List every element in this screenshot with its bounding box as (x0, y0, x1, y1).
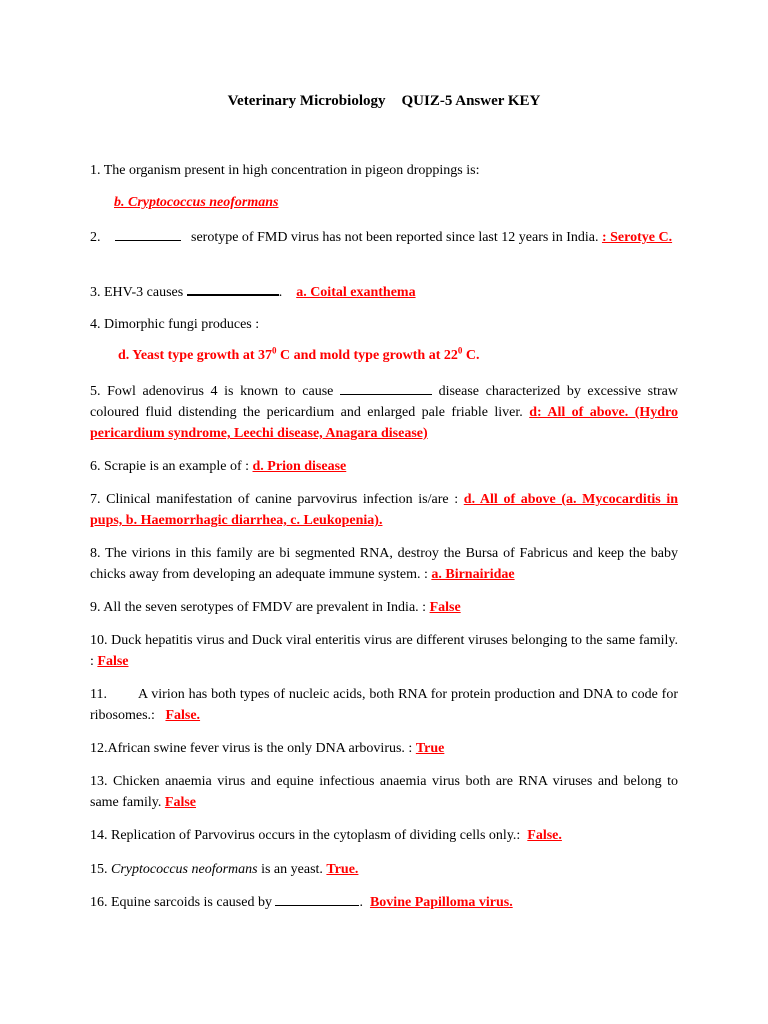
answer-3: a. Coital exanthema (296, 285, 416, 300)
question-11-text: A virion has both types of nucleic acids, both RNA for protein production and DNA to code for ribosomes.: (90, 687, 678, 723)
answer-8: a. Birnairidae (431, 567, 515, 582)
title-course: Veterinary Microbiology (227, 93, 386, 109)
blank-line (275, 893, 359, 906)
answer-2: : Serotye C. (601, 230, 673, 245)
blank-line (115, 228, 181, 241)
question-14-text: 14. Replication of Parvovirus occurs in the cytoplasm of dividing cells only.: (90, 828, 521, 843)
question-6 (90, 456, 678, 477)
question-4 (90, 314, 678, 335)
question-15-text: is an yeast. (261, 862, 323, 877)
question-9 (90, 597, 678, 618)
answer-6: d. Prion disease (252, 459, 347, 474)
answer-13: False (164, 795, 197, 810)
blank-line (187, 282, 279, 296)
question-1-text: 1. The organism present in high concentration in pigeon droppings is: (90, 163, 480, 178)
question-10 (90, 630, 678, 672)
answer-4: d. Yeast type growth at $37^0$ C and mold type growth at $22^0$ C. (118, 345, 480, 363)
question-8-text: 8. The virions in this family are bi segmented RNA, destroy the Bursa of Fabricus and keep the baby chicks away from developing an adequate immune system. : (90, 546, 678, 582)
question-15: 15. Cryptococcus neoformans is an yeast. True. (90, 862, 359, 877)
question-4-text: 4. Dimorphic fungi produces : (90, 317, 260, 332)
question-9-text: 9. All the seven serotypes of FMDV are prevalent in India. : (90, 600, 427, 615)
answer-1: b. Cryptococcus neoformans (114, 195, 279, 210)
question-7 (90, 489, 678, 531)
question-7-text: 7. Clinical manifestation of canine parvovirus infection is/are : (90, 492, 459, 507)
answer-16: Bovine Papilloma virus. (369, 895, 513, 910)
answer-5: d: All of above. (Hydro pericardium syndrome, Leechi disease, Anagara disease) (90, 405, 678, 441)
question-8 (90, 543, 678, 585)
question-16: 16. Equine sarcoids is caused by . Bovine Papilloma virus. (90, 895, 513, 910)
question-12 (90, 738, 678, 759)
question-1 (90, 160, 678, 181)
question-3: 3. EHV-3 causes . a. Coital exanthema (90, 282, 678, 303)
title-quiz: QUIZ-5 Answer KEY (401, 93, 541, 109)
question-14 (90, 825, 678, 846)
question-10-text: 10. Duck hepatitis virus and Duck viral enteritis virus are different viruses belonging to the same family. : (90, 633, 678, 669)
question-11: 11. A virion has both types of nucleic acids, both RNA for protein production and DNA to code for ribosomes.: False. (90, 687, 678, 723)
question-6-text: 6. Scrapie is an example of : (90, 459, 250, 474)
question-15-organism: Cryptococcus neoformans (111, 862, 258, 877)
question-13-text: 13. Chicken anaemia virus and equine infectious anaemia virus both are RNA viruses and belong to same family. (90, 774, 678, 810)
question-5: 5. Fowl adenovirus 4 is known to cause disease characterized by excessive straw coloured fluid distending the pericardium and enlarged pale friable liver. d: All of above. (Hydro pericardium syndrome, Leechi disease, Anagara disease) (90, 384, 679, 441)
question-5-text: disease characterized by excessive straw coloured fluid distending the pericardium and enlarged pale friable liver. (90, 384, 679, 420)
question-13 (90, 771, 678, 813)
question-3-text: 3. EHV-3 causes (90, 285, 184, 300)
question-2-text: serotype of FMD virus has not been reported since last 12 years in India. (191, 230, 599, 245)
answer-11: False. (165, 708, 201, 723)
question-16-text: 16. Equine sarcoids is caused by (90, 895, 272, 910)
question-12-text: 12.African swine fever virus is the only DNA arbovirus. : (90, 741, 413, 756)
answer-9: False (429, 600, 461, 615)
answer-7: d. All of above (a. Mycocarditis in pups, b. Haemorrhagic diarrhea, c. Leukopenia). (90, 492, 679, 528)
answer-12: True (415, 741, 445, 756)
question-2: 2. serotype of FMD virus has not been reported since last 12 years in India. : Serotye C. (90, 230, 673, 245)
answer-15: True. (326, 862, 359, 877)
blank-line (340, 382, 432, 395)
answer-14: False. (527, 828, 562, 843)
answer-10: False (97, 654, 129, 669)
page-title (0, 93, 768, 110)
